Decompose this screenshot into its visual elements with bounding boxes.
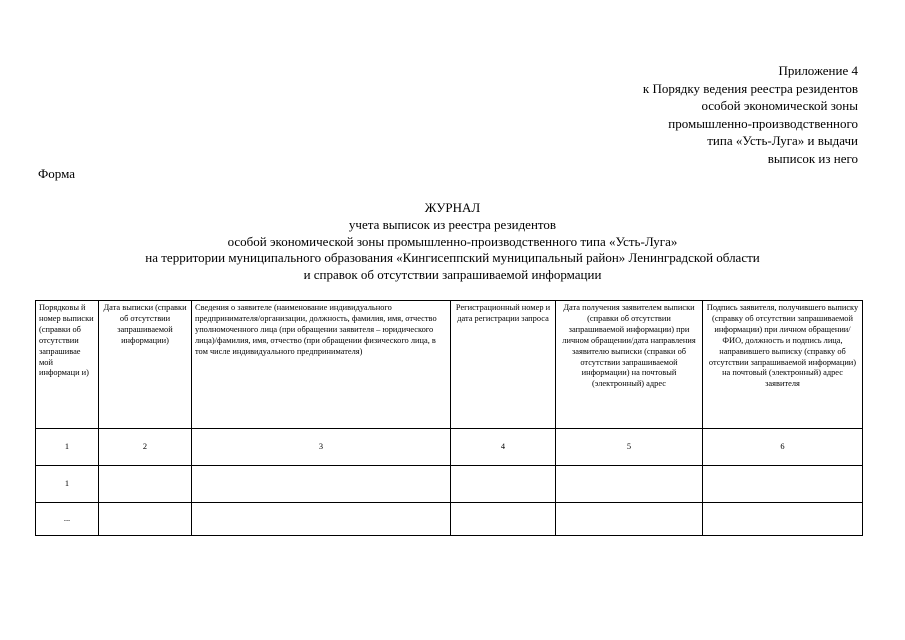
table-row bbox=[36, 503, 863, 536]
table-cell bbox=[192, 503, 451, 536]
table-cell: ... bbox=[36, 503, 99, 536]
table-cell bbox=[99, 466, 192, 503]
table-cell: 1 bbox=[36, 466, 99, 503]
column-number: 3 bbox=[192, 429, 451, 466]
journal-table bbox=[35, 300, 863, 536]
column-header-signature: Подпись заявителя, получившего выписку (справку об отсутствии запрашиваемой информации) при личном обращении/ФИО, должность и подпись лица, направившего выписку (справку об отсутствии запрашиваемой информации) на почтовый (электронный) адрес заявителя bbox=[703, 301, 863, 429]
table-header-row bbox=[36, 301, 863, 429]
table-cell bbox=[451, 466, 556, 503]
column-header-serial-number: Порядковы й номер выписки (справки об отсутствии запрашивае мой информаци и) bbox=[36, 301, 99, 429]
form-label: Форма bbox=[38, 166, 75, 181]
column-number: 6 bbox=[703, 429, 863, 466]
title-line: и справок об отсутствии запрашиваемой информации bbox=[303, 267, 602, 283]
appendix-line: к Порядку ведения реестра резидентов bbox=[642, 80, 858, 96]
appendix-line: типа «Усть-Луга» и выдачи bbox=[707, 133, 858, 148]
column-header-registration-number: Регистрационный номер и дата регистрации запроса bbox=[451, 301, 556, 429]
appendix-line: выписок из него bbox=[767, 150, 858, 166]
appendix-line: промышленно-производственного bbox=[668, 115, 858, 131]
table-row bbox=[36, 466, 863, 503]
table-cell bbox=[556, 466, 703, 503]
column-number-row bbox=[36, 429, 863, 466]
title-line: на территории муниципального образования «Кингисеппский муниципальный район» Ленинградской области bbox=[145, 250, 760, 266]
column-header-issue-date: Дата выписки (справки об отсутствии запрашиваемой информации) bbox=[99, 301, 192, 429]
column-number: 1 bbox=[36, 429, 99, 466]
table-cell bbox=[99, 503, 192, 536]
table-cell bbox=[556, 503, 703, 536]
table-cell bbox=[192, 466, 451, 503]
appendix-line: особой экономической зоны bbox=[701, 98, 858, 113]
title-line: особой экономической зоны промышленно-производственного типа «Усть-Луга» bbox=[227, 233, 678, 249]
table-cell bbox=[451, 503, 556, 536]
column-header-receipt-date: Дата получения заявителем выписки (справки об отсутствии запрашиваемой информации) при личном обращении/дата направления заявителю выписки (справки об отсутствии запрашиваемой информации) на почтовый (электронный) адрес bbox=[556, 301, 703, 429]
appendix-line: Приложение 4 bbox=[778, 63, 858, 78]
column-number: 4 bbox=[451, 429, 556, 466]
title-line: ЖУРНАЛ bbox=[424, 200, 481, 215]
appendix-header bbox=[643, 62, 858, 167]
table-cell bbox=[703, 503, 863, 536]
column-header-applicant-info: Сведения о заявителе (наименование индивидуального предпринимателя/организации, должность, фамилия, имя, отчество уполномоченного лица (при обращении заявителя – юридического лица)/фамилия, имя, отчество (при обращении физического лица, в том числе индивидуального предпринимателя) bbox=[192, 301, 451, 429]
table-cell bbox=[703, 466, 863, 503]
column-number: 5 bbox=[556, 429, 703, 466]
column-number: 2 bbox=[99, 429, 192, 466]
title-line: учета выписок из реестра резидентов bbox=[348, 216, 557, 232]
document-title bbox=[0, 200, 905, 284]
